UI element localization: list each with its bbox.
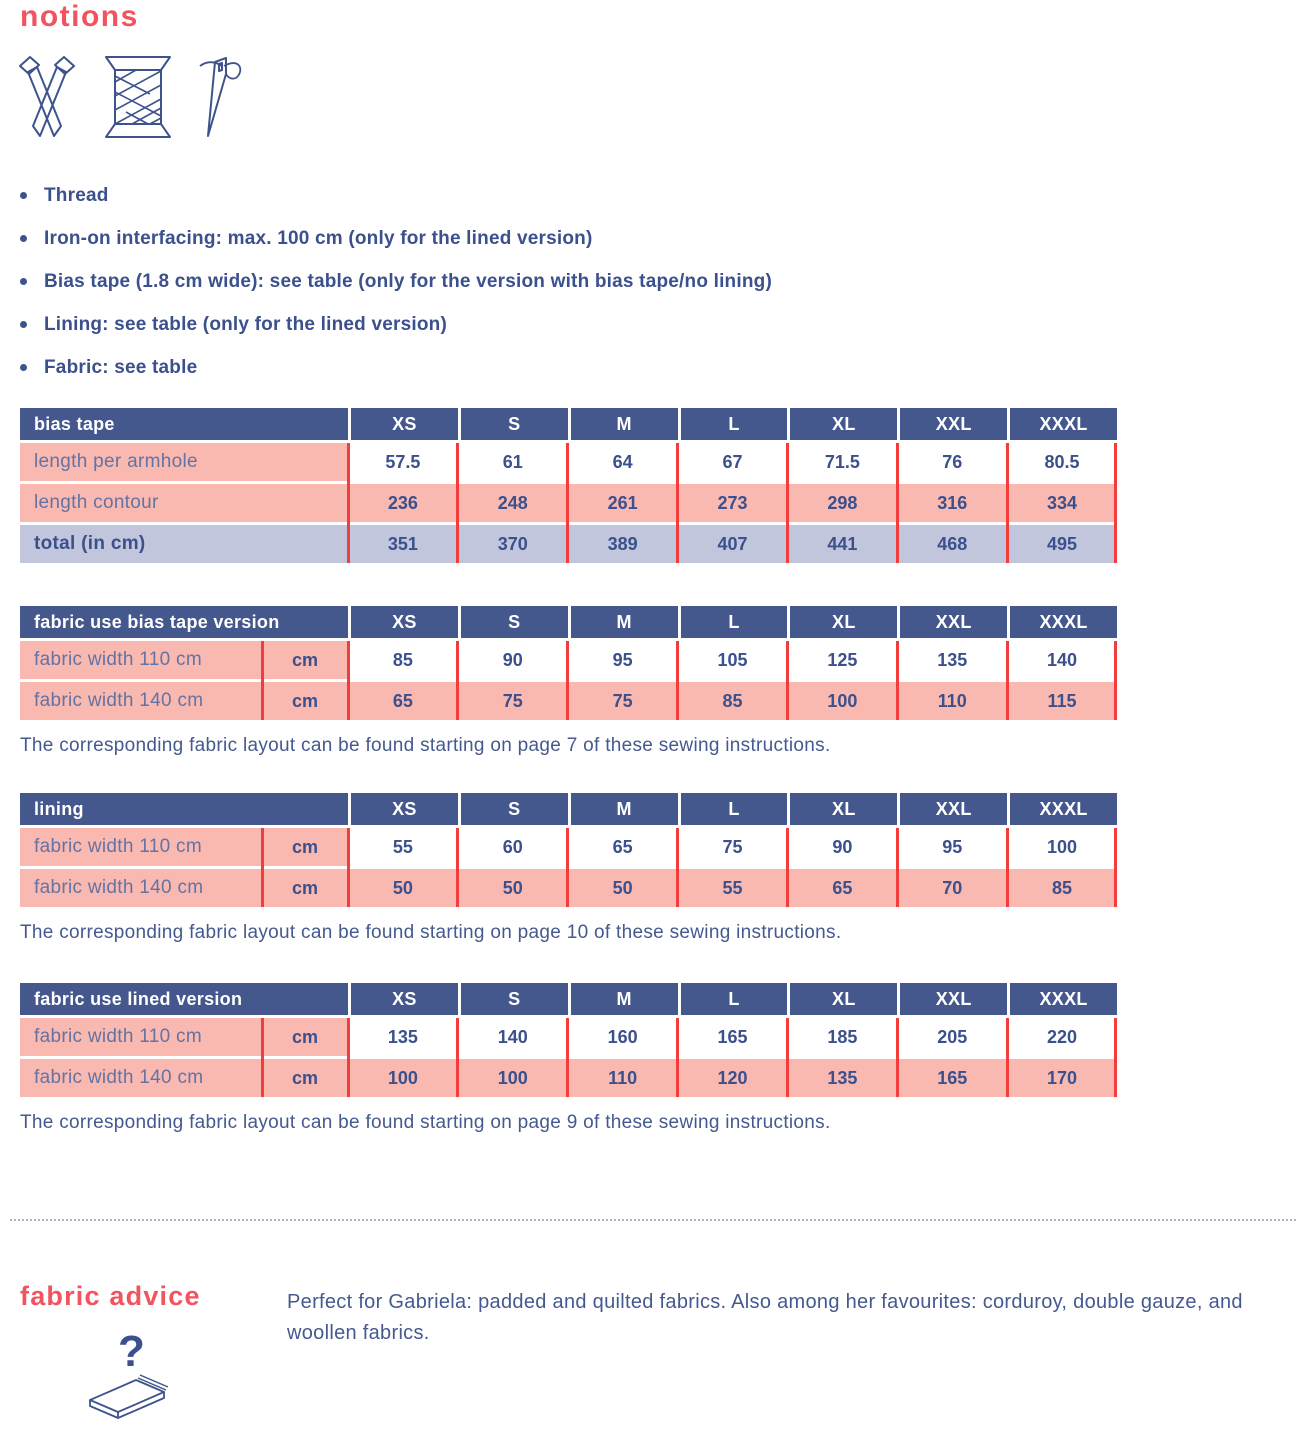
- row-label: fabric width 140 cm: [20, 1059, 262, 1097]
- unit-cell: cm: [262, 641, 348, 679]
- column-separator: [566, 1018, 569, 1097]
- value-cell: 135: [897, 641, 1007, 679]
- column-separator: [347, 443, 350, 563]
- value-cell: 75: [568, 682, 678, 720]
- bullet-icon: [20, 364, 27, 371]
- row-label: total (in cm): [20, 525, 348, 563]
- value-cell: 261: [568, 484, 678, 522]
- list-item: [20, 303, 772, 346]
- unit-cell: cm: [262, 1018, 348, 1056]
- value-cell: 495: [1007, 525, 1117, 563]
- column-separator: [1006, 443, 1009, 563]
- value-cell: 85: [348, 641, 458, 679]
- column-separator: [676, 1018, 679, 1097]
- table-note: The corresponding fabric layout can be found starting on page 9 of these sewing instructions.: [20, 1112, 831, 1133]
- value-cell: 50: [568, 869, 678, 907]
- value-cell: 220: [1007, 1018, 1117, 1056]
- row-label: fabric width 110 cm: [20, 1018, 262, 1056]
- value-cell: 65: [568, 828, 678, 866]
- size-header: XL: [787, 606, 897, 638]
- size-header: M: [568, 983, 678, 1015]
- value-cell: 75: [458, 682, 568, 720]
- value-cell: 236: [348, 484, 458, 522]
- value-cell: 76: [897, 443, 1007, 481]
- table-header-row: [20, 606, 1117, 638]
- value-cell: 170: [1007, 1059, 1117, 1097]
- column-separator: [896, 1018, 899, 1097]
- column-separator: [896, 828, 899, 907]
- size-header: XXL: [897, 408, 1007, 440]
- column-separator: [1006, 641, 1009, 720]
- value-cell: 71.5: [787, 443, 897, 481]
- value-cell: 61: [458, 443, 568, 481]
- size-header: L: [678, 793, 788, 825]
- column-separator: [1006, 1018, 1009, 1097]
- value-cell: 468: [897, 525, 1007, 563]
- size-header: XS: [348, 983, 458, 1015]
- size-header: S: [458, 408, 568, 440]
- value-cell: 90: [458, 641, 568, 679]
- value-cell: 64: [568, 443, 678, 481]
- value-cell: 100: [348, 1059, 458, 1097]
- size-header: L: [678, 983, 788, 1015]
- row-label: fabric width 140 cm: [20, 869, 262, 907]
- fabric-question-icon: [80, 1326, 172, 1422]
- value-cell: 57.5: [348, 443, 458, 481]
- column-separator: [261, 828, 264, 907]
- table-body: [20, 1018, 1117, 1097]
- column-separator: [786, 828, 789, 907]
- fabric-advice-title: fabric advice: [20, 1281, 201, 1311]
- value-cell: 55: [348, 828, 458, 866]
- bullet-icon: [20, 192, 27, 199]
- table-title: lining: [20, 793, 348, 825]
- table-note: The corresponding fabric layout can be found starting on page 10 of these sewing instructions.: [20, 922, 842, 943]
- unit-cell: cm: [262, 682, 348, 720]
- table-body: [20, 641, 1117, 720]
- column-separator: [261, 641, 264, 720]
- column-separator: [1114, 1018, 1117, 1097]
- value-cell: 135: [787, 1059, 897, 1097]
- value-cell: 273: [678, 484, 788, 522]
- value-cell: 85: [678, 682, 788, 720]
- row-label: length per armhole: [20, 443, 348, 481]
- column-separator: [786, 641, 789, 720]
- table-body: [20, 443, 1117, 563]
- svg-text:?: ?: [118, 1327, 145, 1376]
- column-separator: [347, 828, 350, 907]
- value-cell: 115: [1007, 682, 1117, 720]
- value-cell: 110: [568, 1059, 678, 1097]
- value-cell: 298: [787, 484, 897, 522]
- row-label: fabric width 110 cm: [20, 641, 262, 679]
- unit-cell: cm: [262, 828, 348, 866]
- list-item: [20, 174, 772, 217]
- value-cell: 441: [787, 525, 897, 563]
- fabric-use-lined-table: [20, 983, 1117, 1134]
- column-separator: [347, 1018, 350, 1097]
- value-cell: 100: [1007, 828, 1117, 866]
- value-cell: 95: [568, 641, 678, 679]
- list-item: [20, 217, 772, 260]
- needle-icon: [198, 54, 246, 140]
- bullet-text: Fabric: see table: [44, 356, 198, 378]
- size-header: S: [458, 983, 568, 1015]
- value-cell: 140: [1007, 641, 1117, 679]
- size-header: XXXL: [1007, 983, 1117, 1015]
- lining-table: [20, 793, 1117, 944]
- size-header: XXL: [897, 606, 1007, 638]
- size-header: S: [458, 606, 568, 638]
- column-separator: [347, 641, 350, 720]
- bullet-icon: [20, 235, 27, 242]
- column-separator: [566, 828, 569, 907]
- size-header: L: [678, 606, 788, 638]
- size-header: XL: [787, 793, 897, 825]
- column-separator: [676, 828, 679, 907]
- bullet-text: Lining: see table (only for the lined version): [44, 313, 447, 335]
- unit-cell: cm: [262, 1059, 348, 1097]
- value-cell: 185: [787, 1018, 897, 1056]
- value-cell: 100: [458, 1059, 568, 1097]
- size-header: L: [678, 408, 788, 440]
- unit-cell: cm: [262, 869, 348, 907]
- size-header: XXXL: [1007, 606, 1117, 638]
- bullet-text: Bias tape (1.8 cm wide): see table (only for the version with bias tape/no lining): [44, 270, 772, 292]
- column-separator: [1114, 443, 1117, 563]
- column-separator: [566, 443, 569, 563]
- size-header: M: [568, 408, 678, 440]
- size-header: XL: [787, 983, 897, 1015]
- value-cell: 140: [458, 1018, 568, 1056]
- value-cell: 160: [568, 1018, 678, 1056]
- value-cell: 120: [678, 1059, 788, 1097]
- value-cell: 351: [348, 525, 458, 563]
- bias-tape-table: [20, 408, 1117, 566]
- table-header-row: [20, 983, 1117, 1015]
- size-header: M: [568, 793, 678, 825]
- value-cell: 50: [348, 869, 458, 907]
- value-cell: 60: [458, 828, 568, 866]
- scissors-icon: [16, 54, 78, 140]
- value-cell: 316: [897, 484, 1007, 522]
- value-cell: 370: [458, 525, 568, 563]
- table-body: [20, 828, 1117, 907]
- column-separator: [676, 641, 679, 720]
- size-header: XS: [348, 793, 458, 825]
- list-item: [20, 260, 772, 303]
- bullet-icon: [20, 278, 27, 285]
- column-separator: [456, 641, 459, 720]
- column-separator: [1114, 641, 1117, 720]
- value-cell: 65: [787, 869, 897, 907]
- table-header-row: [20, 793, 1117, 825]
- value-cell: 110: [897, 682, 1007, 720]
- bullet-text: Thread: [44, 184, 109, 206]
- value-cell: 67: [678, 443, 788, 481]
- value-cell: 55: [678, 869, 788, 907]
- column-separator: [456, 443, 459, 563]
- list-item: [20, 346, 772, 389]
- row-label: fabric width 110 cm: [20, 828, 262, 866]
- size-header: XS: [348, 408, 458, 440]
- size-header: S: [458, 793, 568, 825]
- value-cell: 165: [897, 1059, 1007, 1097]
- notions-list: [20, 174, 772, 389]
- value-cell: 90: [787, 828, 897, 866]
- column-separator: [896, 443, 899, 563]
- size-header: XL: [787, 408, 897, 440]
- size-header: XXL: [897, 983, 1007, 1015]
- column-separator: [456, 1018, 459, 1097]
- value-cell: 65: [348, 682, 458, 720]
- size-header: XXXL: [1007, 793, 1117, 825]
- bullet-icon: [20, 321, 27, 328]
- value-cell: 50: [458, 869, 568, 907]
- fabric-advice-text: Perfect for Gabriela: padded and quilted fabrics. Also among her favourites: corduroy, double gauze, and woollen fabrics.: [287, 1291, 1243, 1344]
- table-title: bias tape: [20, 408, 348, 440]
- value-cell: 389: [568, 525, 678, 563]
- value-cell: 205: [897, 1018, 1007, 1056]
- value-cell: 334: [1007, 484, 1117, 522]
- value-cell: 165: [678, 1018, 788, 1056]
- size-header: XXL: [897, 793, 1007, 825]
- value-cell: 75: [678, 828, 788, 866]
- notions-icons: [16, 54, 246, 140]
- value-cell: 70: [897, 869, 1007, 907]
- table-title: fabric use lined version: [20, 983, 348, 1015]
- value-cell: 100: [787, 682, 897, 720]
- value-cell: 95: [897, 828, 1007, 866]
- value-cell: 248: [458, 484, 568, 522]
- table-title: fabric use bias tape version: [20, 606, 348, 638]
- column-separator: [676, 443, 679, 563]
- size-header: XS: [348, 606, 458, 638]
- thread-spool-icon: [102, 54, 174, 140]
- size-header: M: [568, 606, 678, 638]
- fabric-use-bias-tape-table: [20, 606, 1117, 757]
- value-cell: 135: [348, 1018, 458, 1056]
- value-cell: 80.5: [1007, 443, 1117, 481]
- page-title: notions: [20, 0, 139, 33]
- column-separator: [1006, 828, 1009, 907]
- value-cell: 125: [787, 641, 897, 679]
- dotted-divider: [10, 1219, 1296, 1221]
- bullet-text: Iron-on interfacing: max. 100 cm (only for the lined version): [44, 227, 593, 249]
- table-note: The corresponding fabric layout can be found starting on page 7 of these sewing instructions.: [20, 735, 831, 756]
- column-separator: [566, 641, 569, 720]
- value-cell: 85: [1007, 869, 1117, 907]
- value-cell: 105: [678, 641, 788, 679]
- row-label: fabric width 140 cm: [20, 682, 262, 720]
- row-label: length contour: [20, 484, 348, 522]
- column-separator: [786, 443, 789, 563]
- column-separator: [786, 1018, 789, 1097]
- column-separator: [1114, 828, 1117, 907]
- column-separator: [261, 1018, 264, 1097]
- column-separator: [456, 828, 459, 907]
- column-separator: [896, 641, 899, 720]
- table-header-row: [20, 408, 1117, 440]
- value-cell: 407: [678, 525, 788, 563]
- size-header: XXXL: [1007, 408, 1117, 440]
